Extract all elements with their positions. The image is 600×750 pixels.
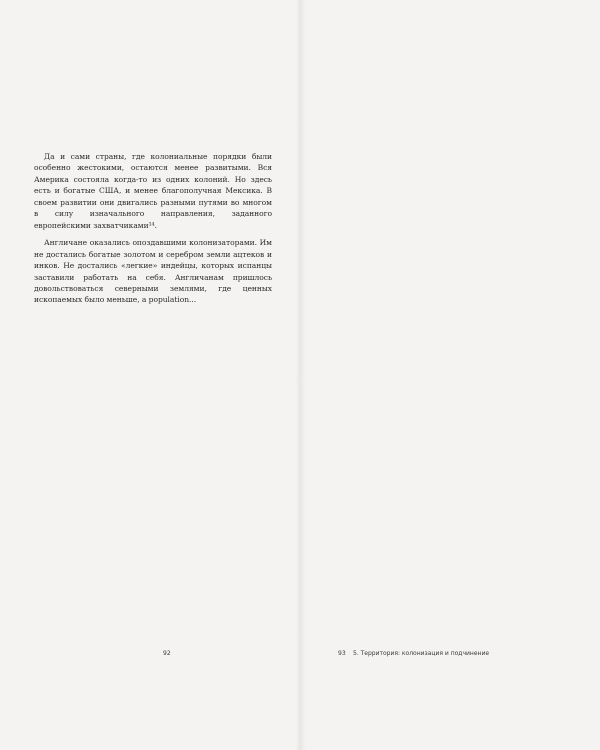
paragraph: Англичане оказались опоздавшими колонизаторами. Им не достались богатые золотом и серебром земли ацтеков и инков. Не достались «легкие» индейцы, которых испанцы заставили работать на себя. Англичанам пришлось довольствоваться северными землями, где ценных ископаемых было меньше, а population... [34, 238, 272, 305]
book-gutter [296, 0, 306, 750]
running-head: 5. Территория: колонизация и подчинение [353, 650, 490, 657]
left-page-text [34, 151, 272, 312]
page-number-right: 93 [338, 650, 346, 657]
page-number-left: 92 [163, 650, 171, 657]
right-page-text [335, 151, 573, 157]
paragraph: Да и сами страны, где колониальные порядки были особенно жестокими, остаются менее развитыми. Вся Америка состояла когда-то из одних колоний. Но здесь есть и богатые США, и менее благополучная Мексика. В своем развитии они двигались разными путями во многом в силу изначального направления, заданного европейскими захватчиками¹⁴. [34, 152, 272, 230]
